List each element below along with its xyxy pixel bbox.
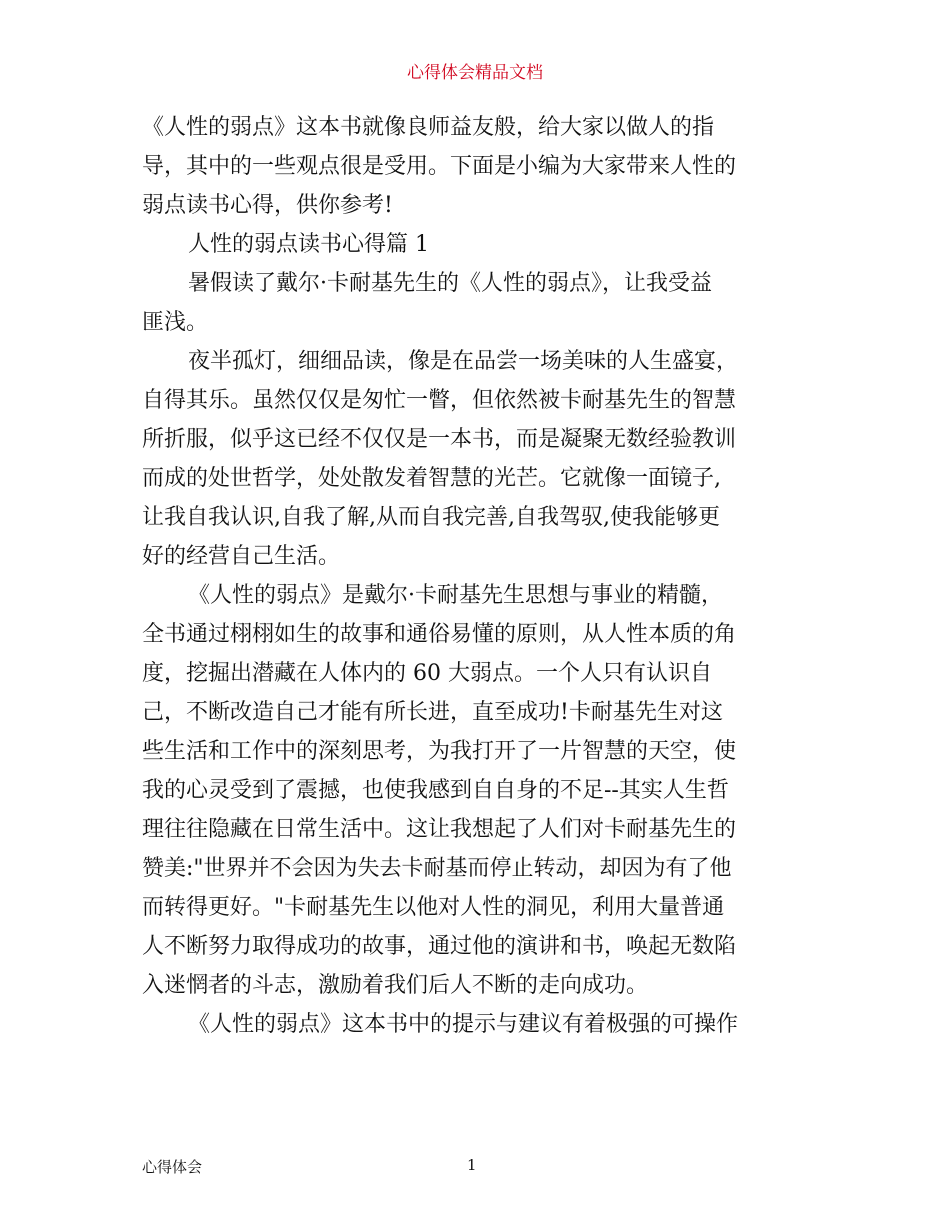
text-line: 度，挖掘出潜藏在人体内的 60 大弱点。一个人只有认识自 bbox=[142, 661, 712, 686]
text-line: 入迷惘者的斗志，激励着我们后人不断的走向成功。 bbox=[142, 973, 649, 998]
text-line: 《人性的弱点》这本书中的提示与建议有着极强的可操作 bbox=[188, 1012, 739, 1037]
page-number: 1 bbox=[467, 1156, 477, 1174]
text-line: 让我自我认识,自我了解,从而自我完善,自我驾驭,使我能够更 bbox=[142, 505, 720, 530]
text-line: 弱点读书心得，供你参考! bbox=[142, 193, 393, 218]
text-line: 《人性的弱点》这本书就像良师益友般，给大家以做人的指 bbox=[142, 115, 715, 140]
text-line: 全书通过栩栩如生的故事和通俗易懂的原则，从人性本质的角 bbox=[142, 622, 737, 647]
text-line: 而成的处世哲学，处处散发着智慧的光芒。它就像一面镜子, bbox=[142, 466, 721, 491]
text-line: 人不断努力取得成功的故事，通过他的演讲和书，唤起无数陷 bbox=[142, 934, 737, 959]
text-line: 暑假读了戴尔·卡耐基先生的《人性的弱点》，让我受益 bbox=[188, 271, 712, 296]
text-line: 理往往隐藏在日常生活中。这让我想起了人们对卡耐基先生的 bbox=[142, 817, 737, 842]
text-line: 所折服，似乎这已经不仅仅是一本书，而是凝聚无数经验教训 bbox=[142, 427, 737, 452]
page-header-title: 心得体会精品文档 bbox=[407, 63, 543, 83]
text-line: 己，不断改造自己才能有所长进，直至成功!卡耐基先生对这 bbox=[142, 700, 723, 725]
text-line: 些生活和工作中的深刻思考，为我打开了一片智慧的天空，使 bbox=[142, 739, 737, 764]
text-line: 而转得更好。"卡耐基先生以他对人性的洞见，利用大量普通 bbox=[142, 895, 725, 920]
section-heading: 人性的弱点读书心得篇 1 bbox=[188, 232, 429, 257]
text-line: 匪浅。 bbox=[142, 310, 209, 335]
text-line: 好的经营自己生活。 bbox=[142, 544, 341, 569]
document-body bbox=[142, 108, 812, 1044]
text-line: 赞美:"世界并不会因为失去卡耐基而停止转动，却因为有了他 bbox=[142, 856, 732, 881]
text-line: 导，其中的一些观点很是受用。下面是小编为大家带来人性的 bbox=[142, 154, 737, 179]
text-line: 自得其乐。虽然仅仅是匆忙一瞥，但依然被卡耐基先生的智慧 bbox=[142, 388, 737, 413]
text-line: 《人性的弱点》是戴尔·卡耐基先生思想与事业的精髓， bbox=[188, 583, 723, 608]
text-line: 夜半孤灯，细细品读，像是在品尝一场美味的人生盛宴， bbox=[188, 349, 739, 374]
text-line: 我的心灵受到了震撼，也使我感到自自身的不足--其实人生哲 bbox=[142, 778, 729, 803]
page-footer-label: 心得体会 bbox=[142, 1158, 203, 1176]
